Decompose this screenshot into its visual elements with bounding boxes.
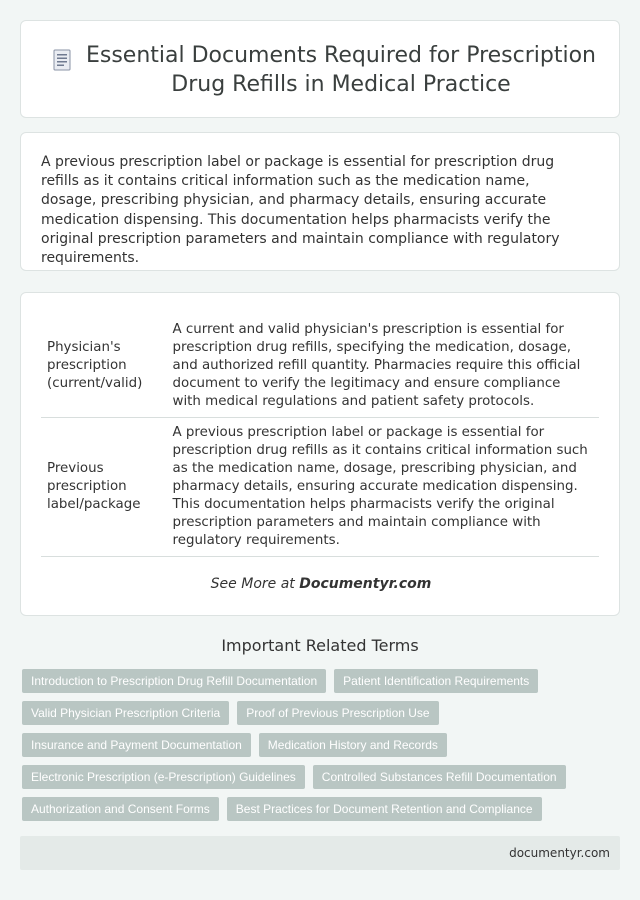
related-term-tag[interactable]: Valid Physician Prescription Criteria (22, 701, 229, 725)
header-card (20, 20, 620, 118)
see-more-prefix: See More at (210, 576, 300, 592)
related-term-tag[interactable]: Patient Identification Requirements (334, 669, 538, 693)
table-row (41, 418, 599, 557)
document-term: Physician's prescription (current/valid) (41, 315, 166, 418)
page-title: Essential Documents Required for Prescription Drug Refills in Medical Practice (85, 43, 596, 97)
related-term-tag[interactable]: Best Practices for Document Retention and Compliance (227, 797, 542, 821)
document-description: A previous prescription label or package is essential for prescription drug refills as it contains critical information such as the medication name, dosage, prescribing physician, and pharmacy details, ensuring accurate medication dispensing. This documentation helps pharmacists verify the original prescription parameters and maintain compliance with regulatory requirements. (166, 418, 599, 557)
documents-card (20, 292, 620, 616)
related-terms-title: Important Related Terms (221, 636, 419, 655)
footer (20, 836, 620, 870)
summary-card (20, 132, 620, 271)
related-term-tag[interactable]: Insurance and Payment Documentation (22, 733, 251, 757)
related-term-tag[interactable]: Electronic Prescription (e-Prescription) Guidelines (22, 765, 305, 789)
see-more-brand[interactable]: Documentyr.com (299, 576, 432, 592)
related-terms-list (22, 669, 622, 821)
summary-text: A previous prescription label or package is essential for prescription drug refills as it contains critical information such as the medication name, dosage, prescribing physician, and pharmacy details, ensuring accurate medication dispensing. This documentation helps pharmacists verify the original prescription parameters and maintain compliance with regulatory requirements. (41, 154, 560, 267)
related-term-tag[interactable]: Controlled Substances Refill Documentation (313, 765, 566, 789)
related-term-tag[interactable]: Proof of Previous Prescription Use (237, 701, 438, 725)
see-more-link[interactable] (21, 576, 621, 592)
footer-site-link[interactable]: documentyr.com (509, 846, 610, 860)
document-description: A current and valid physician's prescription is essential for prescription drug refills, specifying the medication, dosage, and authorized refill quantity. Pharmacies require this official document to verify the legitimacy and ensure compliance with medical regulations and patient safety protocols. (166, 315, 599, 418)
table-row (41, 315, 599, 418)
related-term-tag[interactable]: Introduction to Prescription Drug Refill Documentation (22, 669, 326, 693)
related-term-tag[interactable]: Medication History and Records (259, 733, 447, 757)
related-term-tag[interactable]: Authorization and Consent Forms (22, 797, 219, 821)
documents-table (41, 315, 599, 557)
document-term: Previous prescription label/package (41, 418, 166, 557)
